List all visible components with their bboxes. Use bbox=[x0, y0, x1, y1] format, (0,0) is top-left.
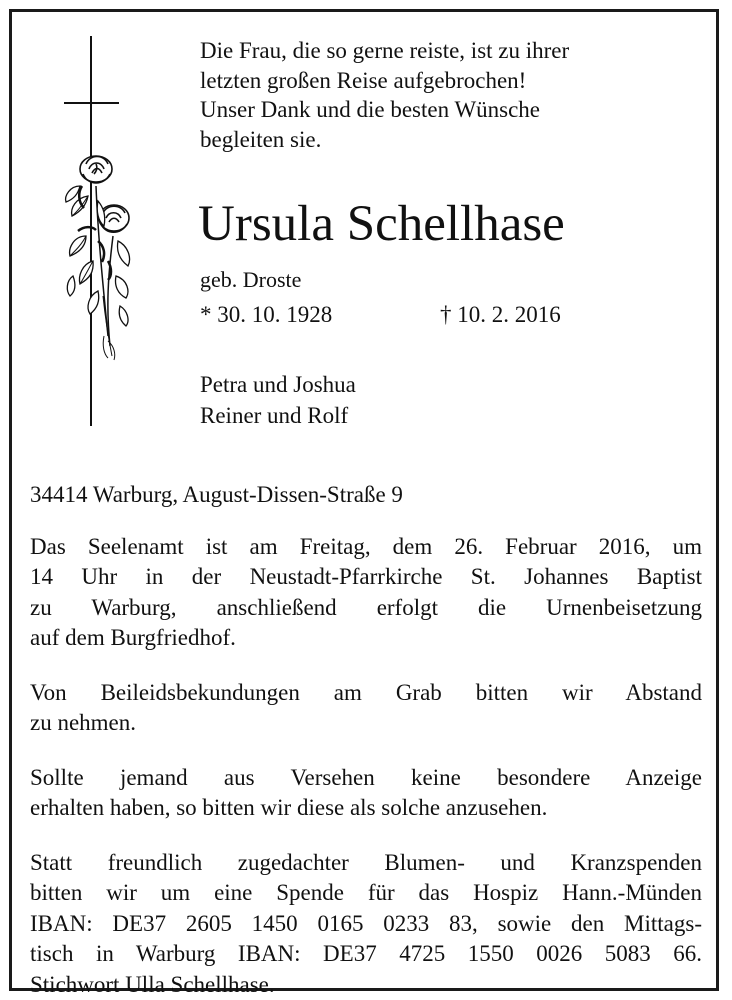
cross-roses-icon bbox=[58, 36, 138, 431]
verse-line: Unser Dank und die besten Wünsche bbox=[200, 97, 541, 122]
text-line: Stichwort Ulla Schellhase. bbox=[30, 971, 275, 997]
text-line: IBAN: DE37 2605 1450 0165 0233 83, sowie den Mittags- bbox=[30, 910, 702, 936]
text-line: Von Beileidsbekundungen am Grab bitten wir Abstand bbox=[30, 679, 702, 705]
text-line: zu Warburg, anschließend erfolgt die Urnenbeisetzung bbox=[30, 594, 702, 620]
text-line: erhalten haben, so bitten wir diese als solche anzusehen. bbox=[30, 795, 548, 820]
memorial-verse bbox=[200, 36, 700, 154]
life-dates bbox=[200, 300, 561, 330]
text-line: zu nehmen. bbox=[30, 710, 137, 735]
text-line: 14 Uhr in der Neustadt-Pfarrkirche St. Johannes Baptist bbox=[30, 564, 702, 589]
verse-line: letzten großen Reise aufgebrochen! bbox=[200, 67, 527, 93]
death-date: † 10. 2. 2016 bbox=[440, 302, 561, 327]
deceased-name: Ursula Schellhase bbox=[198, 196, 565, 252]
donation-paragraph bbox=[30, 848, 702, 1000]
text-line: Statt freundlich zugedachter Blumen- und Kranzspenden bbox=[30, 849, 702, 875]
verse-line: begleiten sie. bbox=[200, 126, 322, 152]
text-line: bitten wir um eine Spende für das Hospiz Hann.-Münden bbox=[30, 880, 702, 905]
birth-name: geb. Droste bbox=[200, 267, 302, 292]
mourner-line: Reiner und Rolf bbox=[200, 403, 349, 428]
birth-date: * 30. 10. 1928 bbox=[200, 302, 333, 327]
funeral-service-paragraph bbox=[30, 532, 702, 654]
text-line: auf dem Burgfriedhof. bbox=[30, 625, 236, 650]
condolence-paragraph bbox=[30, 678, 702, 739]
text-line: Sollte jemand aus Versehen keine besondere Anzeige bbox=[30, 764, 702, 790]
text-line: Das Seelenamt ist am Freitag, dem 26. Februar 2016, um bbox=[30, 533, 702, 559]
address: 34414 Warburg, August-Dissen-Straße 9 bbox=[30, 482, 403, 507]
verse-line: Die Frau, die so gerne reiste, ist zu ihrer bbox=[200, 38, 570, 63]
notice-body bbox=[30, 480, 702, 1000]
notice-paragraph bbox=[30, 763, 702, 824]
mourners bbox=[200, 369, 356, 431]
mourner-line: Petra und Joshua bbox=[200, 372, 356, 397]
text-line: tisch in Warburg IBAN: DE37 4725 1550 0026 5083 66. bbox=[30, 941, 702, 966]
